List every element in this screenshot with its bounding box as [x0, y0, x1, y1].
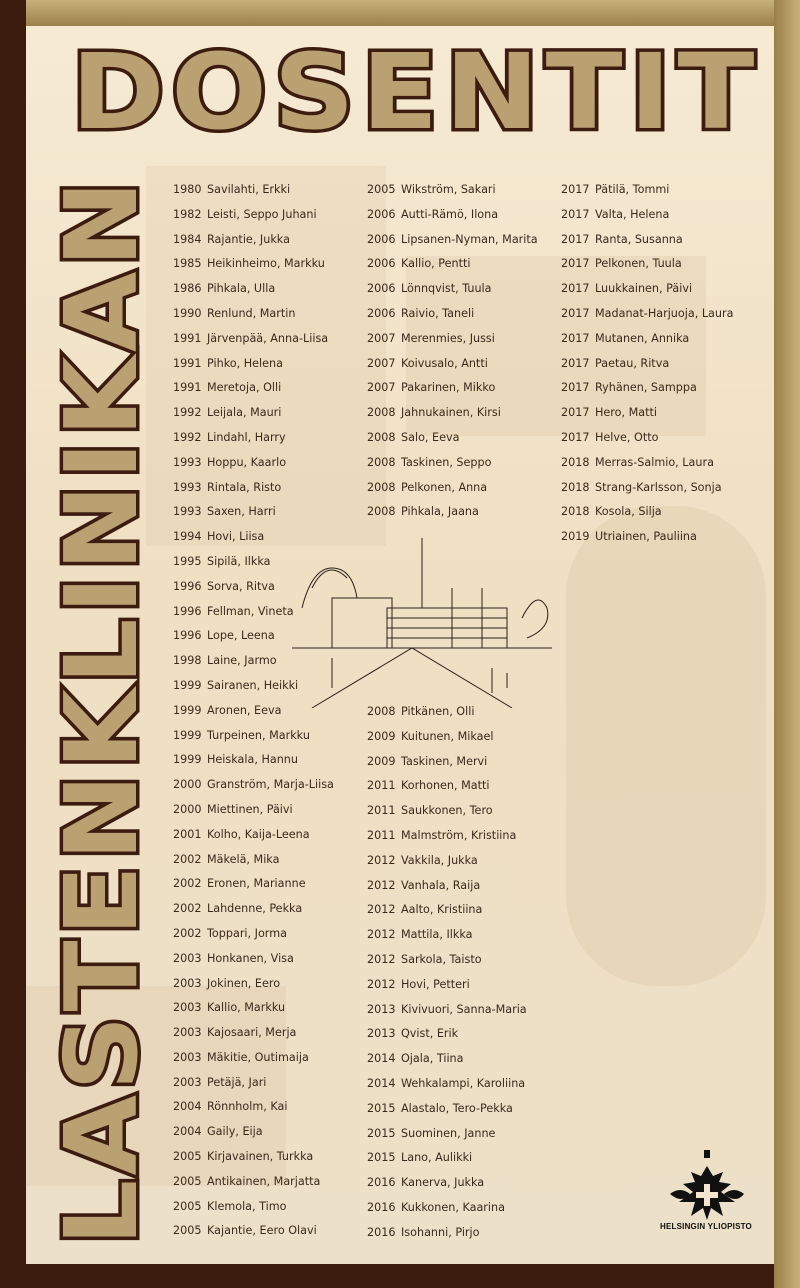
docent-entry	[367, 327, 538, 352]
frame-top	[0, 0, 800, 26]
docent-entry	[173, 203, 334, 228]
docent-year: 2015	[367, 1101, 396, 1115]
docent-entry	[367, 178, 538, 203]
docent-name: Madanat-Harjuoja, Laura	[595, 306, 734, 320]
docent-year: 2005	[173, 1150, 202, 1164]
docent-name: Kuitunen, Mikael	[401, 729, 494, 743]
docent-entry	[173, 1046, 334, 1071]
docent-name: Pakarinen, Mikko	[401, 381, 496, 395]
docent-entry	[173, 972, 334, 997]
docent-entry	[561, 352, 733, 377]
docent-entry	[367, 1146, 527, 1171]
docent-name: Autti-Rämö, Ilona	[401, 207, 499, 221]
docent-year: 2012	[367, 977, 396, 991]
docent-entry	[173, 500, 334, 525]
docent-entry	[173, 773, 334, 798]
docent-entry	[561, 401, 733, 426]
docent-year: 2017	[561, 356, 590, 370]
docent-name: Korhonen, Matti	[401, 779, 490, 793]
docent-entry	[173, 724, 334, 749]
docent-name: Saukkonen, Tero	[401, 804, 493, 818]
docent-name: Heikinheimo, Markku	[207, 257, 325, 271]
docent-entry	[367, 401, 538, 426]
docent-entry	[367, 849, 527, 874]
docent-name: Rönnholm, Kai	[207, 1100, 288, 1114]
docent-name: Merras-Salmio, Laura	[595, 455, 714, 469]
docent-year: 1993	[173, 480, 202, 494]
poster-title	[66, 42, 766, 142]
docent-year: 1984	[173, 232, 202, 246]
docent-entry	[367, 1097, 527, 1122]
docent-entry	[367, 228, 538, 253]
docent-name: Taskinen, Mervi	[401, 754, 488, 768]
docent-year: 2007	[367, 331, 396, 345]
docent-entry	[367, 376, 538, 401]
docent-entry	[561, 327, 733, 352]
docent-name: Kosola, Silja	[595, 505, 662, 519]
docent-year: 1992	[173, 406, 202, 420]
docent-name: Ojala, Tiina	[401, 1052, 464, 1066]
docent-name: Jokinen, Eero	[207, 976, 281, 990]
docent-name: Renlund, Martin	[207, 306, 296, 320]
docent-entry	[367, 973, 527, 998]
docent-year: 2008	[367, 430, 396, 444]
docent-entry	[367, 451, 538, 476]
docent-year: 2018	[561, 455, 590, 469]
docent-entry	[173, 426, 334, 451]
docent-entry	[367, 500, 538, 525]
docent-year: 2003	[173, 1050, 202, 1064]
docent-column-1	[173, 178, 334, 1244]
docent-year: 2016	[367, 1200, 396, 1214]
side-title-text: LASTENKLINIKAN	[43, 218, 160, 1246]
docent-year: 2006	[367, 207, 396, 221]
docent-year: 2012	[367, 853, 396, 867]
poster-title-text: DOSENTIT	[71, 42, 761, 142]
docent-name: Kajosaari, Merja	[207, 1026, 297, 1040]
docent-year: 2012	[367, 952, 396, 966]
docent-entry	[367, 774, 527, 799]
docent-year: 2006	[367, 306, 396, 320]
docent-entry	[173, 1071, 334, 1096]
docent-year: 1992	[173, 430, 202, 444]
docent-entry	[367, 874, 527, 899]
docent-name: Malmström, Kristiina	[401, 828, 517, 842]
docent-year: 1991	[173, 331, 202, 345]
docent-name: Toppari, Jorma	[207, 926, 287, 940]
docent-name: Leisti, Seppo Juhani	[207, 207, 317, 221]
docent-year: 2006	[367, 257, 396, 271]
docent-entry	[561, 500, 733, 525]
docent-name: Klemola, Timo	[207, 1199, 287, 1213]
docent-year: 2012	[367, 878, 396, 892]
docent-year: 2017	[561, 232, 590, 246]
docent-entry	[173, 798, 334, 823]
docent-year: 2003	[173, 1075, 202, 1089]
docent-entry	[367, 1122, 527, 1147]
docent-name: Ryhänen, Samppa	[595, 381, 697, 395]
docent-name: Hero, Matti	[595, 406, 657, 420]
docent-name: Vakkila, Jukka	[401, 853, 478, 867]
docent-name: Mattila, Ilkka	[401, 928, 473, 942]
docent-name: Raivio, Taneli	[401, 306, 475, 320]
docent-year: 1996	[173, 579, 202, 593]
docent-name: Aronen, Eeva	[207, 703, 282, 717]
docent-year: 2003	[173, 976, 202, 990]
docent-name: Ranta, Susanna	[595, 232, 683, 246]
docent-year: 2006	[367, 232, 396, 246]
docent-name: Taskinen, Seppo	[401, 455, 492, 469]
docent-name: Turpeinen, Markku	[207, 728, 310, 742]
docent-year: 1999	[173, 753, 202, 767]
docent-name: Aalto, Kristiina	[401, 903, 483, 917]
docent-name: Mäkitie, Outimaija	[207, 1050, 309, 1064]
docent-year: 2019	[561, 530, 590, 544]
docent-name: Leijala, Mauri	[207, 406, 282, 420]
docent-year: 2002	[173, 902, 202, 916]
docent-year: 2016	[367, 1176, 396, 1190]
docent-entry	[367, 1072, 527, 1097]
docent-name: Mutanen, Annika	[595, 331, 690, 345]
docent-name: Pelkonen, Anna	[401, 480, 488, 494]
docent-name: Helve, Otto	[595, 430, 659, 444]
docent-name: Kanerva, Jukka	[401, 1176, 485, 1190]
docent-name: Hovi, Liisa	[207, 530, 265, 544]
docent-name: Petäjä, Jari	[207, 1075, 267, 1089]
docent-year: 1985	[173, 257, 202, 271]
docent-entry	[173, 872, 334, 897]
docent-entry	[173, 376, 334, 401]
docent-name: Fellman, Vineta	[207, 604, 294, 618]
docent-year: 2017	[561, 257, 590, 271]
docent-year: 2003	[173, 1001, 202, 1015]
docent-name: Qvist, Erik	[401, 1027, 459, 1041]
docent-name: Rajantie, Jukka	[207, 232, 290, 246]
docent-year: 2006	[367, 282, 396, 296]
docent-entry	[367, 998, 527, 1023]
docent-name: Sipilä, Ilkka	[207, 554, 271, 568]
docent-name: Savilahti, Erkki	[207, 183, 291, 196]
docent-entry	[367, 824, 527, 849]
docent-name: Laine, Jarmo	[207, 654, 277, 668]
docent-year: 2005	[173, 1224, 202, 1238]
docent-name: Lipsanen-Nyman, Marita	[401, 232, 538, 246]
docent-year: 2017	[561, 282, 590, 296]
docent-entry	[367, 799, 527, 824]
docent-year: 2008	[367, 455, 396, 469]
docent-entry	[173, 848, 334, 873]
docent-name: Pihko, Helena	[207, 356, 283, 370]
docent-entry	[367, 277, 538, 302]
docent-name: Granström, Marja-Liisa	[207, 778, 334, 792]
docent-entry	[561, 376, 733, 401]
docent-year: 1991	[173, 356, 202, 370]
docent-entry	[173, 1095, 334, 1120]
docent-year: 2005	[173, 1174, 202, 1188]
docent-year: 2009	[367, 729, 396, 743]
docent-entry	[367, 1171, 527, 1196]
docent-name: Miettinen, Päivi	[207, 802, 293, 816]
docent-entry	[173, 1145, 334, 1170]
docent-year: 1993	[173, 505, 202, 519]
docent-name: Lope, Leena	[207, 629, 275, 643]
docent-entry	[561, 525, 733, 550]
docent-entry	[173, 748, 334, 773]
docent-name: Honkanen, Visa	[207, 951, 294, 965]
docent-entry	[173, 352, 334, 377]
docent-entry	[173, 1195, 334, 1220]
docent-year: 1990	[173, 306, 202, 320]
docent-entry	[173, 947, 334, 972]
docent-name: Isohanni, Pirjo	[401, 1225, 480, 1239]
docent-year: 1999	[173, 678, 202, 692]
docent-entry	[561, 451, 733, 476]
docent-year: 2017	[561, 306, 590, 320]
frame-bottom	[0, 1264, 800, 1288]
docent-name: Hoppu, Kaarlo	[207, 455, 287, 469]
docent-year: 2014	[367, 1052, 396, 1066]
docent-year: 2008	[367, 505, 396, 519]
docent-name: Kivivuori, Sanna-Maria	[401, 1002, 527, 1016]
docent-entry	[173, 451, 334, 476]
docent-name: Kajantie, Eero Olavi	[207, 1224, 317, 1238]
docent-entry	[173, 228, 334, 253]
docent-name: Sorva, Ritva	[207, 579, 275, 593]
docent-name: Wehkalampi, Karoliina	[401, 1076, 526, 1090]
docent-year: 2017	[561, 183, 590, 196]
docent-name: Utriainen, Pauliina	[595, 530, 697, 544]
docent-year: 2017	[561, 381, 590, 395]
side-title	[28, 166, 188, 1256]
docent-year: 2015	[367, 1126, 396, 1140]
docent-entry	[173, 1120, 334, 1145]
docent-name: Wikström, Sakari	[401, 183, 496, 196]
docent-name: Hovi, Petteri	[401, 977, 470, 991]
docent-year: 1991	[173, 381, 202, 395]
docent-name: Jahnukainen, Kirsi	[401, 406, 501, 420]
docent-entry	[561, 476, 733, 501]
docent-entry	[561, 178, 733, 203]
docent-name: Eronen, Marianne	[207, 877, 306, 891]
docent-name: Suominen, Janne	[401, 1126, 496, 1140]
docent-year: 2012	[367, 928, 396, 942]
docent-name: Koivusalo, Antti	[401, 356, 488, 370]
docent-entry	[367, 302, 538, 327]
docent-year: 2015	[367, 1151, 396, 1165]
docent-year: 2005	[367, 183, 396, 196]
frame-right	[774, 0, 800, 1288]
hospital-sketch	[292, 528, 552, 708]
docent-name: Vanhala, Raija	[401, 878, 481, 892]
docent-name: Antikainen, Marjatta	[207, 1174, 321, 1188]
docent-year: 1994	[173, 530, 202, 544]
docent-year: 2007	[367, 356, 396, 370]
docent-entry	[173, 1021, 334, 1046]
docent-name: Meretoja, Olli	[207, 381, 282, 395]
docent-name: Kallio, Markku	[207, 1001, 286, 1015]
docent-year: 2008	[367, 406, 396, 420]
docent-year: 2001	[173, 827, 202, 841]
docent-year: 2002	[173, 852, 202, 866]
docent-year: 2007	[367, 381, 396, 395]
docent-entry	[561, 302, 733, 327]
docent-name: Saxen, Harri	[207, 505, 276, 519]
docent-entry	[173, 302, 334, 327]
docent-year: 2003	[173, 951, 202, 965]
docent-year: 2008	[367, 480, 396, 494]
docent-entry	[367, 948, 527, 973]
docent-entry	[561, 277, 733, 302]
docent-entry	[561, 228, 733, 253]
docent-entry	[173, 823, 334, 848]
docent-name: Kallio, Pentti	[401, 257, 471, 271]
docent-year: 1996	[173, 604, 202, 618]
poster-panel	[26, 26, 774, 1264]
docent-name: Strang-Karlsson, Sonja	[595, 480, 722, 494]
docent-entry	[173, 277, 334, 302]
docent-year: 2017	[561, 207, 590, 221]
docent-year: 2000	[173, 778, 202, 792]
docent-entry	[561, 203, 733, 228]
docent-year: 2009	[367, 754, 396, 768]
docent-year: 2000	[173, 802, 202, 816]
docent-entry	[367, 352, 538, 377]
docent-year: 2018	[561, 505, 590, 519]
docent-entry	[173, 996, 334, 1021]
docent-entry	[173, 922, 334, 947]
background-statue	[566, 506, 766, 986]
docent-entry	[173, 897, 334, 922]
docent-name: Lano, Aulikki	[401, 1151, 473, 1165]
docent-year: 1999	[173, 703, 202, 717]
docent-entry	[173, 178, 334, 203]
docent-name: Kukkonen, Kaarina	[401, 1200, 505, 1214]
docent-name: Salo, Eeva	[401, 430, 460, 444]
docent-entry	[561, 252, 733, 277]
docent-name: Merenmies, Jussi	[401, 331, 495, 345]
docent-name: Pitkänen, Olli	[401, 705, 475, 718]
docent-entry	[173, 327, 334, 352]
docent-year: 2004	[173, 1100, 202, 1114]
docent-year: 1996	[173, 629, 202, 643]
docent-year: 2017	[561, 430, 590, 444]
docent-name: Pätilä, Tommi	[595, 183, 670, 196]
docent-year: 1998	[173, 654, 202, 668]
docent-year: 2011	[367, 828, 396, 842]
docent-entry	[367, 252, 538, 277]
docent-name: Luukkainen, Päivi	[595, 282, 693, 296]
docent-name: Sarkola, Taisto	[401, 952, 482, 966]
docent-entry	[367, 898, 527, 923]
docent-year: 1999	[173, 728, 202, 742]
docent-name: Pihkala, Jaana	[401, 505, 479, 519]
docent-entry	[367, 1022, 527, 1047]
docent-entry	[367, 725, 527, 750]
docent-name: Pelkonen, Tuula	[595, 257, 682, 271]
docent-name: Valta, Helena	[595, 207, 670, 221]
docent-name: Järvenpää, Anna-Liisa	[207, 331, 329, 345]
docent-entry	[367, 1047, 527, 1072]
docent-name: Gaily, Eija	[207, 1125, 263, 1139]
docent-year: 2002	[173, 926, 202, 940]
docent-name: Rintala, Risto	[207, 480, 282, 494]
docent-name: Sairanen, Heikki	[207, 678, 299, 692]
helsinki-university-name: HELSINGIN YLIOPISTO	[660, 1222, 752, 1231]
docent-entry	[173, 476, 334, 501]
docent-year: 2017	[561, 406, 590, 420]
docent-entry	[173, 1219, 334, 1244]
docent-year: 2014	[367, 1076, 396, 1090]
docent-entry	[561, 426, 733, 451]
docent-entry	[367, 750, 527, 775]
docent-entry	[367, 1221, 527, 1246]
docent-year: 2005	[173, 1199, 202, 1213]
docent-column-2	[367, 178, 538, 525]
docent-entry	[367, 1196, 527, 1221]
docent-name: Lahdenne, Pekka	[207, 902, 303, 916]
docent-name: Kirjavainen, Turkka	[207, 1150, 314, 1164]
docent-entry	[173, 252, 334, 277]
docent-entry	[367, 923, 527, 948]
docent-name: Alastalo, Tero-Pekka	[401, 1101, 513, 1115]
frame-left	[0, 0, 26, 1288]
docent-name: Paetau, Ritva	[595, 356, 670, 370]
docent-column-4	[561, 178, 733, 550]
docent-entry	[367, 476, 538, 501]
docent-name: Pihkala, Ulla	[207, 282, 276, 296]
docent-entry	[173, 1170, 334, 1195]
docent-name: Mäkelä, Mika	[207, 852, 280, 866]
docent-year: 2013	[367, 1002, 396, 1016]
docent-year: 2016	[367, 1225, 396, 1239]
docent-year: 2002	[173, 877, 202, 891]
docent-year: 2011	[367, 804, 396, 818]
docent-year: 2013	[367, 1027, 396, 1041]
docent-year: 1986	[173, 282, 202, 296]
docent-year: 1995	[173, 554, 202, 568]
docent-year: 1980	[173, 183, 202, 196]
docent-year: 2011	[367, 779, 396, 793]
docent-entry	[367, 203, 538, 228]
docent-year: 1993	[173, 455, 202, 469]
docent-year: 2004	[173, 1125, 202, 1139]
docent-year: 2018	[561, 480, 590, 494]
docent-entry	[173, 401, 334, 426]
docent-year: 2008	[367, 705, 396, 718]
docent-year: 1982	[173, 207, 202, 221]
docent-year: 2012	[367, 903, 396, 917]
docent-column-3	[367, 700, 527, 1246]
docent-year: 2003	[173, 1026, 202, 1040]
docent-name: Lindahl, Harry	[207, 430, 286, 444]
docent-year: 2017	[561, 331, 590, 345]
docent-name: Heiskala, Hannu	[207, 753, 298, 767]
docent-name: Lönnqvist, Tuula	[401, 282, 492, 296]
docent-entry	[367, 426, 538, 451]
docent-name: Kolho, Kaija-Leena	[207, 827, 310, 841]
